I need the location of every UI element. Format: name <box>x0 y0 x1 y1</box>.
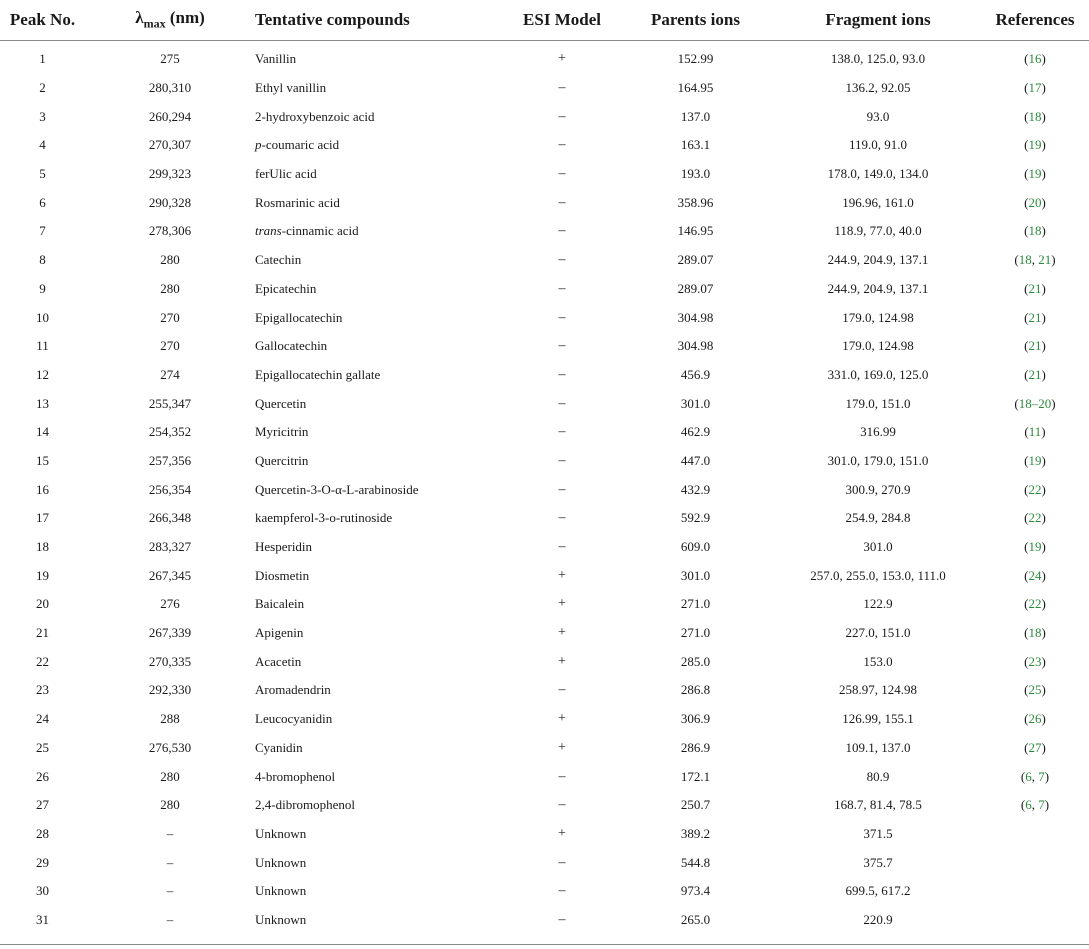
lambda-cell: 283,327 <box>148 539 192 555</box>
esi-mode-cell: – <box>558 797 566 813</box>
lambda-cell: 288 <box>160 711 180 727</box>
peak-no-cell: 13 <box>36 395 49 411</box>
reference-link[interactable]: 20 <box>1028 194 1042 210</box>
fragment-ion-cell: 109.1, 137.0 <box>845 739 911 755</box>
reference-cell: (18) <box>1024 625 1046 641</box>
parent-ion-cell: 592.9 <box>680 510 711 526</box>
reference-cell: (21) <box>1024 366 1046 382</box>
reference-link[interactable]: 19 <box>1028 166 1042 182</box>
table-row <box>0 647 1089 676</box>
peak-no-cell: 10 <box>36 309 49 325</box>
esi-mode-cell: + <box>558 596 566 612</box>
compound-cell: Aromadendrin <box>255 682 331 698</box>
compound-cell: Quercetin-3-O-α-L-arabinoside <box>255 481 419 497</box>
table-row <box>0 590 1089 619</box>
esi-mode-cell: – <box>558 539 566 555</box>
esi-mode-cell: – <box>558 309 566 325</box>
reference-cell: (25) <box>1024 682 1046 698</box>
compound-cell: 4-bromophenol <box>255 768 336 784</box>
peak-no-cell: 29 <box>36 854 49 870</box>
parent-ion-cell: 250.7 <box>680 797 711 813</box>
table-row <box>0 791 1089 820</box>
fragment-ion-cell: 153.0 <box>863 653 893 669</box>
compound-cell: Hesperidin <box>255 539 313 555</box>
reference-cell: (19) <box>1024 166 1046 182</box>
reference-link[interactable]: 18 <box>1028 223 1042 239</box>
reference-cell: (24) <box>1024 567 1046 583</box>
parent-ion-cell: 544.8 <box>680 854 711 870</box>
parent-ion-cell: 271.0 <box>680 596 711 612</box>
reference-link[interactable]: 22 <box>1028 481 1042 497</box>
peak-no-cell: 17 <box>36 510 49 526</box>
table-row <box>0 74 1089 103</box>
esi-mode-cell: – <box>558 682 566 698</box>
reference-cell: (19) <box>1024 137 1046 153</box>
esi-mode-cell: – <box>558 252 566 268</box>
esi-mode-cell: – <box>558 338 566 354</box>
reference-cell: (26) <box>1024 711 1046 727</box>
esi-mode-cell: + <box>558 711 566 727</box>
fragment-ion-cell: 80.9 <box>866 768 890 784</box>
peak-no-cell: 26 <box>36 768 49 784</box>
parent-ion-cell: 432.9 <box>680 481 711 497</box>
compound-cell: Epigallocatechin gallate <box>255 366 381 382</box>
parent-ion-cell: 304.98 <box>677 338 714 354</box>
header-lambda <box>85 0 255 41</box>
parent-ion-cell: 286.8 <box>680 682 711 698</box>
lambda-cell: 292,330 <box>148 682 192 698</box>
lambda-subscript: max <box>143 16 166 31</box>
parent-ion-cell: 271.0 <box>680 625 711 641</box>
esi-mode-cell: + <box>558 653 566 669</box>
reference-cell: (18) <box>1024 108 1046 124</box>
reference-cell: (6, 7) <box>1020 797 1050 813</box>
reference-link[interactable]: 25 <box>1028 682 1042 698</box>
peak-no-cell: 27 <box>36 797 49 813</box>
table-row <box>0 246 1089 275</box>
table-row <box>0 734 1089 763</box>
reference-cell: (11) <box>1024 424 1046 440</box>
reference-cell: (22) <box>1024 481 1046 497</box>
peak-no-cell: 11 <box>36 338 49 354</box>
reference-link[interactable]: 21 <box>1028 366 1042 382</box>
fragment-ion-cell: 316.99 <box>860 424 896 440</box>
table-row <box>0 418 1089 447</box>
reference-cell: (18–20) <box>1014 395 1056 411</box>
lambda-cell: 280 <box>160 768 180 784</box>
fragment-ion-cell: 699.5, 617.2 <box>845 883 911 899</box>
esi-mode-cell: – <box>558 510 566 526</box>
lambda-cell: 267,345 <box>148 567 192 583</box>
table-row <box>0 160 1089 189</box>
fragment-ion-cell: 93.0 <box>866 108 890 124</box>
esi-mode-cell: + <box>558 51 566 67</box>
compound-cell: Vanillin <box>255 51 297 67</box>
fragment-ion-cell: 371.5 <box>863 825 893 841</box>
parent-ion-cell: 609.0 <box>680 539 711 555</box>
reference-link[interactable]: 19 <box>1028 452 1042 468</box>
compound-cell: p-coumaric acid <box>255 137 340 153</box>
reference-link[interactable]: 27 <box>1028 739 1042 755</box>
esi-mode-cell: + <box>558 825 566 841</box>
lambda-symbol: λ <box>135 8 144 28</box>
fragment-ion-cell: 179.0, 124.98 <box>842 338 914 354</box>
compound-cell: Apigenin <box>255 625 304 641</box>
reference-link[interactable]: 18–20 <box>1018 395 1052 411</box>
esi-mode-cell: – <box>558 854 566 870</box>
table-row <box>0 332 1089 361</box>
esi-mode-cell: – <box>558 166 566 182</box>
lambda-cell: 276,530 <box>148 739 192 755</box>
lambda-cell: 274 <box>160 366 180 382</box>
reference-link[interactable]: 21 <box>1028 338 1042 354</box>
compound-cell: Unknown <box>255 883 307 899</box>
peak-no-cell: 31 <box>36 911 49 927</box>
compound-cell: Myricitrin <box>255 424 309 440</box>
table-bottom-rule <box>0 944 1089 945</box>
table-row <box>0 41 1089 74</box>
parent-ion-cell: 152.99 <box>677 51 714 67</box>
peak-no-cell: 9 <box>39 280 46 296</box>
table-row <box>0 447 1089 476</box>
lambda-cell: 270,335 <box>148 653 192 669</box>
compound-cell: Ethyl vanillin <box>255 80 327 96</box>
reference-link[interactable]: 18 <box>1018 252 1032 268</box>
esi-mode-cell: – <box>558 452 566 468</box>
lambda-cell: – <box>166 825 174 841</box>
compound-cell: trans-cinnamic acid <box>255 223 359 239</box>
reference-cell <box>981 906 1089 935</box>
lambda-cell: 276 <box>160 596 180 612</box>
lambda-cell: – <box>166 883 174 899</box>
peak-no-cell: 23 <box>36 682 49 698</box>
lambda-cell: 255,347 <box>148 395 192 411</box>
peak-no-cell: 28 <box>36 825 49 841</box>
peak-no-cell: 4 <box>39 137 46 153</box>
header-peak-no: Peak No. <box>9 10 76 29</box>
peak-no-cell: 21 <box>36 625 49 641</box>
lambda-cell: 257,356 <box>148 452 192 468</box>
table-row <box>0 275 1089 304</box>
table-row <box>0 504 1089 533</box>
esi-mode-cell: + <box>558 625 566 641</box>
peak-no-cell: 1 <box>39 51 46 67</box>
lambda-cell: 256,354 <box>148 481 192 497</box>
fragment-ion-cell: 179.0, 124.98 <box>842 309 914 325</box>
compound-cell: Unknown <box>255 854 307 870</box>
parent-ion-cell: 462.9 <box>680 424 711 440</box>
reference-link[interactable]: 6 <box>1025 768 1032 784</box>
fragment-ion-cell: 126.99, 155.1 <box>842 711 914 727</box>
lambda-cell: 299,323 <box>148 166 192 182</box>
fragment-ion-cell: 244.9, 204.9, 137.1 <box>827 252 929 268</box>
reference-cell: (16) <box>1024 51 1046 67</box>
fragment-ion-cell: 244.9, 204.9, 137.1 <box>827 280 929 296</box>
table-row <box>0 561 1089 590</box>
compound-cell: Rosmarinic acid <box>255 194 340 210</box>
parent-ion-cell: 289.07 <box>677 280 714 296</box>
peak-no-cell: 20 <box>36 596 49 612</box>
peak-no-cell: 3 <box>39 108 46 124</box>
lambda-cell: 267,339 <box>148 625 192 641</box>
lambda-cell: 278,306 <box>148 223 192 239</box>
compound-cell: kaempferol-3-o-rutinoside <box>255 510 393 526</box>
parent-ion-cell: 447.0 <box>680 452 711 468</box>
reference-link[interactable]: 22 <box>1028 510 1042 526</box>
compound-cell: Quercetin <box>255 395 307 411</box>
compound-cell: Quercitrin <box>255 452 309 468</box>
peak-no-cell: 25 <box>36 739 49 755</box>
header-row <box>0 0 1089 41</box>
lambda-cell: – <box>166 854 174 870</box>
reference-link[interactable]: 6 <box>1025 797 1032 813</box>
lambda-cell: 270 <box>160 338 180 354</box>
reference-link[interactable]: 7 <box>1038 797 1045 813</box>
compound-cell: ferUlic acid <box>255 166 317 182</box>
header-parent-ions: Parents ions <box>651 10 740 29</box>
parent-ion-cell: 285.0 <box>680 653 711 669</box>
reference-link[interactable]: 22 <box>1028 596 1042 612</box>
reference-cell: (27) <box>1024 739 1046 755</box>
lambda-cell: 270 <box>160 309 180 325</box>
esi-mode-cell: – <box>558 481 566 497</box>
peak-no-cell: 7 <box>39 223 46 239</box>
lambda-cell: 280 <box>160 252 180 268</box>
table-row <box>0 188 1089 217</box>
reference-cell: (21) <box>1024 309 1046 325</box>
peak-no-cell: 30 <box>36 883 49 899</box>
reference-cell: (18, 21) <box>1014 252 1056 268</box>
fragment-ion-cell: 179.0, 151.0 <box>845 395 911 411</box>
reference-link[interactable]: 16 <box>1028 51 1042 67</box>
fragment-ion-cell: 257.0, 255.0, 153.0, 111.0 <box>810 567 946 583</box>
reference-link[interactable]: 21 <box>1028 280 1042 296</box>
compound-cell: Diosmetin <box>255 567 310 583</box>
fragment-ion-cell: 331.0, 169.0, 125.0 <box>827 366 929 382</box>
peak-no-cell: 2 <box>39 80 46 96</box>
compound-cell: Catechin <box>255 252 302 268</box>
reference-cell: (21) <box>1024 280 1046 296</box>
lambda-cell: 275 <box>160 51 180 67</box>
parent-ion-cell: 973.4 <box>680 883 711 899</box>
reference-link[interactable]: 18 <box>1028 625 1042 641</box>
peak-no-cell: 19 <box>36 567 49 583</box>
esi-mode-cell: + <box>558 739 566 755</box>
header-references: References <box>995 10 1075 29</box>
reference-cell <box>981 820 1089 849</box>
table-row <box>0 619 1089 648</box>
parent-ion-cell: 301.0 <box>680 395 711 411</box>
parent-ion-cell: 389.2 <box>680 825 711 841</box>
reference-link[interactable]: 21 <box>1038 252 1052 268</box>
fragment-ion-cell: 227.0, 151.0 <box>845 625 911 641</box>
header-compounds: Tentative compounds <box>255 10 410 29</box>
reference-link[interactable]: 18 <box>1028 108 1042 124</box>
reference-cell: (20) <box>1024 194 1046 210</box>
parent-ion-cell: 163.1 <box>680 137 711 153</box>
fragment-ion-cell: 138.0, 125.0, 93.0 <box>830 51 926 67</box>
esi-mode-cell: – <box>558 366 566 382</box>
lambda-cell: 290,328 <box>148 194 192 210</box>
peak-no-cell: 8 <box>39 252 46 268</box>
reference-cell: (17) <box>1024 80 1046 96</box>
fragment-ion-cell: 118.9, 77.0, 40.0 <box>834 223 922 239</box>
table-row <box>0 848 1089 877</box>
reference-cell: (18) <box>1024 223 1046 239</box>
peak-no-cell: 6 <box>39 194 46 210</box>
fragment-ion-cell: 136.2, 92.05 <box>845 80 911 96</box>
parent-ion-cell: 146.95 <box>677 223 714 239</box>
compound-cell: Cyanidin <box>255 739 303 755</box>
table-row <box>0 906 1089 935</box>
compound-cell: Epicatechin <box>255 280 317 296</box>
table-row <box>0 303 1089 332</box>
reference-cell <box>981 848 1089 877</box>
esi-mode-cell: – <box>558 137 566 153</box>
esi-mode-cell: – <box>558 80 566 96</box>
compound-cell: Acacetin <box>255 653 302 669</box>
compound-cell: Gallocatechin <box>255 338 328 354</box>
reference-link[interactable]: 24 <box>1028 567 1042 583</box>
esi-mode-cell: – <box>558 883 566 899</box>
compound-cell: 2-hydroxybenzoic acid <box>255 108 375 124</box>
table-row <box>0 217 1089 246</box>
fragment-ion-cell: 375.7 <box>863 854 893 870</box>
reference-cell: (21) <box>1024 338 1046 354</box>
reference-link[interactable]: 11 <box>1028 424 1042 440</box>
parent-ion-cell: 172.1 <box>680 768 711 784</box>
reference-cell: (22) <box>1024 510 1046 526</box>
esi-mode-cell: – <box>558 424 566 440</box>
compound-cell: Leucocyanidin <box>255 711 333 727</box>
esi-mode-cell: – <box>558 280 566 296</box>
lambda-cell: 280 <box>160 280 180 296</box>
header-esi: ESI Model <box>523 10 601 29</box>
parent-ion-cell: 164.95 <box>677 80 714 96</box>
compound-cell: Unknown <box>255 911 307 927</box>
parent-ion-cell: 286.9 <box>680 739 711 755</box>
table-row <box>0 762 1089 791</box>
fragment-ion-cell: 300.9, 270.9 <box>845 481 911 497</box>
esi-mode-cell: – <box>558 223 566 239</box>
reference-cell: (6, 7) <box>1020 768 1050 784</box>
lambda-cell: 266,348 <box>148 510 192 526</box>
parent-ion-cell: 358.96 <box>677 194 714 210</box>
compound-cell: Baicalein <box>255 596 305 612</box>
lambda-cell: 254,352 <box>148 424 192 440</box>
parent-ion-cell: 301.0 <box>680 567 711 583</box>
esi-mode-cell: – <box>558 768 566 784</box>
compound-cell: 2,4-dibromophenol <box>255 797 356 813</box>
fragment-ion-cell: 254.9, 284.8 <box>845 510 911 526</box>
reference-cell: (19) <box>1024 539 1046 555</box>
fragment-ion-cell: 178.0, 149.0, 134.0 <box>827 166 929 182</box>
parent-ion-cell: 193.0 <box>680 166 711 182</box>
peak-no-cell: 5 <box>39 166 46 182</box>
table-row <box>0 131 1089 160</box>
peak-no-cell: 24 <box>36 711 49 727</box>
table-row <box>0 533 1089 562</box>
compound-cell: Epigallocatechin <box>255 309 343 325</box>
reference-cell: (23) <box>1024 653 1046 669</box>
esi-mode-cell: + <box>558 567 566 583</box>
lambda-cell: 260,294 <box>148 108 192 124</box>
fragment-ion-cell: 220.9 <box>863 911 893 927</box>
reference-link[interactable]: 19 <box>1028 539 1042 555</box>
lambda-unit: (nm) <box>165 8 205 28</box>
peak-no-cell: 16 <box>36 481 49 497</box>
fragment-ion-cell: 196.96, 161.0 <box>842 194 914 210</box>
fragment-ion-cell: 258.97, 124.98 <box>839 682 917 698</box>
peak-no-cell: 14 <box>36 424 49 440</box>
reference-cell <box>981 877 1089 906</box>
peak-no-cell: 12 <box>36 366 49 382</box>
reference-link[interactable]: 17 <box>1028 80 1042 96</box>
header-fragment-ions: Fragment ions <box>825 10 931 29</box>
fragment-ion-cell: 301.0, 179.0, 151.0 <box>827 452 929 468</box>
peak-no-cell: 15 <box>36 452 49 468</box>
compound-cell: Unknown <box>255 825 307 841</box>
table-row <box>0 102 1089 131</box>
esi-mode-cell: – <box>558 194 566 210</box>
fragment-ion-cell: 119.0, 91.0 <box>848 137 908 153</box>
parent-ion-cell: 289.07 <box>677 252 714 268</box>
lambda-cell: – <box>166 911 174 927</box>
table-row <box>0 676 1089 705</box>
reference-link[interactable]: 21 <box>1028 309 1042 325</box>
peak-no-cell: 18 <box>36 539 49 555</box>
reference-cell: (19) <box>1024 452 1046 468</box>
lambda-cell: 280,310 <box>148 80 192 96</box>
table-row <box>0 820 1089 849</box>
parent-ion-cell: 306.9 <box>680 711 711 727</box>
esi-mode-cell: – <box>558 911 566 927</box>
table-row <box>0 877 1089 906</box>
reference-link[interactable]: 23 <box>1028 653 1042 669</box>
lambda-cell: 280 <box>160 797 180 813</box>
table-row <box>0 389 1089 418</box>
peak-no-cell: 22 <box>36 653 49 669</box>
reference-link[interactable]: 26 <box>1028 711 1042 727</box>
esi-mode-cell: – <box>558 395 566 411</box>
table-row <box>0 705 1089 734</box>
table-row <box>0 475 1089 504</box>
reference-cell: (22) <box>1024 596 1046 612</box>
parent-ion-cell: 137.0 <box>680 108 711 124</box>
lambda-cell: 270,307 <box>148 137 192 153</box>
reference-link[interactable]: 7 <box>1038 768 1045 784</box>
table-body <box>0 41 1089 935</box>
fragment-ion-cell: 122.9 <box>863 596 893 612</box>
fragment-ion-cell: 301.0 <box>863 539 893 555</box>
reference-link[interactable]: 19 <box>1028 137 1042 153</box>
parent-ion-cell: 304.98 <box>677 309 714 325</box>
parent-ion-cell: 265.0 <box>680 911 711 927</box>
fragment-ion-cell: 168.7, 81.4, 78.5 <box>834 797 922 813</box>
parent-ion-cell: 456.9 <box>680 366 711 382</box>
table-row <box>0 361 1089 390</box>
esi-mode-cell: – <box>558 108 566 124</box>
